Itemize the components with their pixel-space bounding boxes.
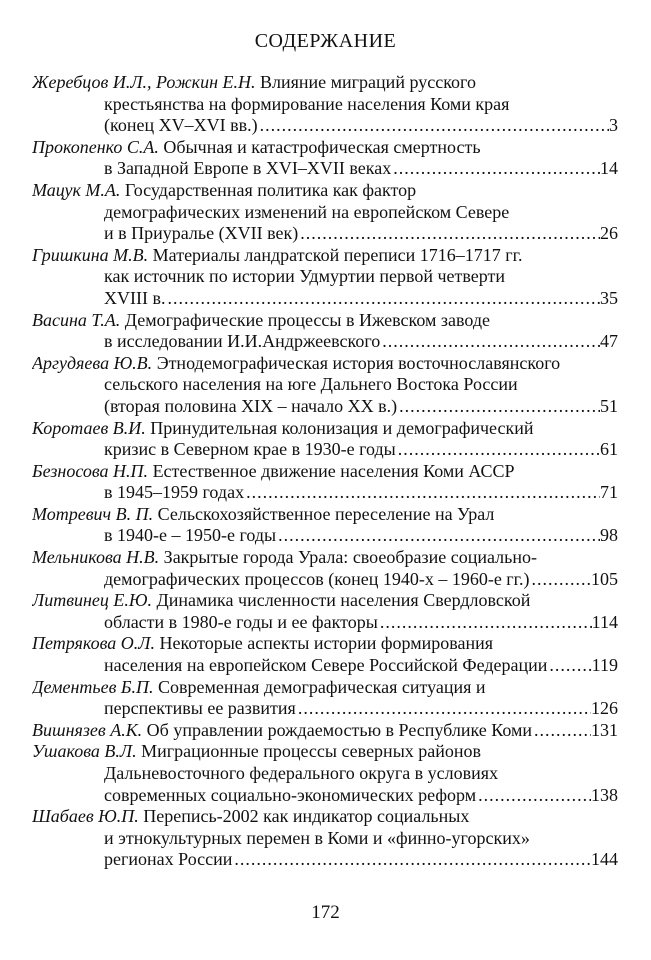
dot-leader <box>391 158 600 180</box>
entry-title-text: Государственная политика как фактор <box>124 179 417 200</box>
toc-entry <box>32 310 618 353</box>
toc-entry <box>32 806 618 871</box>
dot-leader <box>532 720 591 742</box>
entry-page-number: 105 <box>591 568 618 589</box>
entry-title-text: Материалы ландратской переписи 1716–1717 гг. <box>152 244 523 265</box>
dot-leader <box>232 849 591 871</box>
entry-first-line <box>32 806 618 828</box>
entry-title-text: Демографические процессы в Ижевском заводе <box>124 309 491 330</box>
entry-title-text: Дальневосточного федерального округа в условиях <box>104 763 499 783</box>
entry-page-number: 3 <box>609 115 618 136</box>
entry-continuation-line <box>32 482 618 504</box>
dot-leader <box>258 115 609 137</box>
entry-title-text: и этнокультурных перемен в Коми и «финно-угорских» <box>104 827 530 848</box>
toc-entry <box>32 180 618 245</box>
entry-author: Шабаев Ю.П. <box>32 806 139 827</box>
entry-author: Петрякова О.Л. <box>32 633 155 654</box>
dot-leader <box>378 612 592 634</box>
entry-continuation-line <box>32 828 618 850</box>
entry-title-text: в 1945–1959 годах <box>104 482 245 503</box>
entry-page-number: 138 <box>591 784 618 805</box>
entry-title-text: крестьянства на формирование населения Коми края <box>104 93 510 114</box>
entry-author: Жеребцов И.Л., Рожкин Е.Н. <box>32 72 256 92</box>
entry-title-text: Сельскохозяйственное переселение на Урал <box>157 503 495 524</box>
entry-page-number: 61 <box>600 439 618 460</box>
entry-title-text: Миграционные процессы северных районов <box>141 741 482 762</box>
entry-title-text: кризис в Северном крае в 1930-е годы <box>104 439 396 460</box>
entry-author: Вишнязев А.К. <box>32 719 143 740</box>
entry-page-number: 14 <box>600 158 618 179</box>
entry-page-number: 126 <box>591 698 618 719</box>
entry-continuation-line <box>32 439 618 461</box>
entry-title-text: Обычная и катастрофическая смертность <box>163 136 481 157</box>
entry-first-line <box>32 310 618 332</box>
entry-title-text: Влияние миграций русского <box>260 72 476 92</box>
entry-page-number: 119 <box>591 655 618 676</box>
entry-continuation-line <box>32 785 618 807</box>
entry-continuation-line <box>32 612 618 634</box>
entry-continuation-line <box>32 655 618 677</box>
entry-continuation-line <box>32 396 618 418</box>
toc-entry <box>32 418 618 461</box>
entry-author: Безносова Н.П. <box>32 460 149 481</box>
entry-page-number: 47 <box>600 331 618 352</box>
entry-title-text: Принудительная колонизация и демографический <box>150 417 534 438</box>
entry-title-text: Этнодемографическая история восточнославянского <box>156 352 561 373</box>
entry-title-text: регионах России <box>104 849 233 870</box>
entry-first-line <box>32 504 618 526</box>
toc-entry <box>32 72 618 137</box>
dot-leader <box>397 396 600 418</box>
dot-leader <box>165 288 600 310</box>
entry-author: Мотревич В. П. <box>32 503 154 524</box>
entry-page-number: 144 <box>591 849 618 870</box>
entry-continuation-line <box>32 223 618 245</box>
entry-title-text: сельского населения на юге Дальнего Востока России <box>104 374 518 395</box>
entry-title-text: Некоторые аспекты истории формирования <box>159 633 494 654</box>
entry-title-text: (вторая половина XIX – начало XX в.) <box>104 395 398 416</box>
entry-author: Васина Т.А. <box>32 309 121 330</box>
entry-continuation-line <box>32 266 618 288</box>
dot-leader <box>298 223 600 245</box>
toc-heading: СОДЕРЖАНИЕ <box>254 30 397 52</box>
entry-continuation-line <box>32 763 618 785</box>
entry-page-number: 26 <box>600 223 618 244</box>
entry-author: Дементьев Б.П. <box>32 676 154 697</box>
entry-title-text: в Западной Европе в XVI–XVII веках <box>104 158 392 179</box>
toc-entry <box>32 633 618 676</box>
toc-entry <box>32 353 618 418</box>
entry-author: Аргудяева Ю.В. <box>32 352 153 373</box>
entry-first-line <box>32 72 618 94</box>
entry-continuation-line <box>32 158 618 180</box>
entry-author: Литвинец Е.Ю. <box>32 590 152 611</box>
entry-author: Мельникова Н.В. <box>32 547 160 568</box>
toc-entry <box>32 504 618 547</box>
entry-title-text: в 1940-е – 1950-е годы <box>104 525 277 546</box>
entry-first-line <box>32 461 618 483</box>
entry-title-text: перспективы ее развития <box>104 698 296 719</box>
entry-continuation-line <box>32 849 618 871</box>
dot-leader <box>244 482 600 504</box>
entry-title-text: населения на европейском Севере Российской Федерации <box>104 655 548 676</box>
entry-title-text: демографических процессов (конец 1940-х – 1960-е гг.) <box>104 568 530 589</box>
toc-entry <box>32 720 618 742</box>
entry-title-text: области в 1980-е годы и ее факторы <box>104 611 378 632</box>
entry-first-line <box>32 720 618 742</box>
entry-page-number: 35 <box>600 287 618 308</box>
entry-first-line <box>32 245 618 267</box>
entry-first-line <box>32 547 618 569</box>
entry-page-number: 131 <box>591 719 618 740</box>
entry-first-line <box>32 180 618 202</box>
toc-entry <box>32 137 618 180</box>
entry-first-line <box>32 137 618 159</box>
toc-entry <box>32 547 618 590</box>
entry-continuation-line <box>32 331 618 353</box>
entry-title-text: современных социально-экономических реформ <box>104 784 477 805</box>
dot-leader <box>296 698 591 720</box>
dot-leader <box>396 439 600 461</box>
dot-leader <box>476 785 591 807</box>
entry-first-line <box>32 741 618 763</box>
entry-title-text: Естественное движение населения Коми АССР <box>152 460 515 481</box>
entry-first-line <box>32 590 618 612</box>
dot-leader <box>530 569 591 591</box>
entry-title-text: Перепись-2002 как индикатор социальных <box>143 806 470 827</box>
entry-title-text: (конец XV–XVI вв.) <box>104 115 258 136</box>
entry-author: Ушакова В.Л. <box>32 741 137 762</box>
entry-author: Коротаев В.И. <box>32 417 146 438</box>
entry-continuation-line <box>32 374 618 396</box>
entry-continuation-line <box>32 288 618 310</box>
entry-title-text: и в Приуралье (XVII век) <box>104 223 299 244</box>
page-number: 172 <box>311 902 340 923</box>
table-of-contents <box>32 72 618 871</box>
toc-entry <box>32 461 618 504</box>
entry-continuation-line <box>32 569 618 591</box>
entry-page-number: 98 <box>600 525 618 546</box>
entry-first-line <box>32 418 618 440</box>
entry-page-number: 114 <box>591 611 618 632</box>
entry-title-text: XVIII в. <box>104 287 166 308</box>
entry-first-line <box>32 633 618 655</box>
dot-leader <box>276 525 600 547</box>
dot-leader <box>547 655 591 677</box>
entry-page-number: 51 <box>600 395 618 416</box>
entry-continuation-line <box>32 115 618 137</box>
entry-first-line <box>32 677 618 699</box>
entry-continuation-line <box>32 94 618 116</box>
entry-continuation-line <box>32 202 618 224</box>
entry-title-text: в исследовании И.И.Андржеевского <box>104 331 381 352</box>
toc-entry <box>32 741 618 806</box>
entry-continuation-line <box>32 525 618 547</box>
entry-title-text: Современная демографическая ситуация и <box>158 676 486 697</box>
entry-first-line <box>32 353 618 375</box>
toc-entry <box>32 590 618 633</box>
entry-title-text: Динамика численности населения Свердловской <box>156 590 531 611</box>
entry-author: Гришкина М.В. <box>32 244 149 265</box>
entry-author: Мацук М.А. <box>32 179 121 200</box>
entry-title-text: демографических изменений на европейском Севере <box>104 201 510 222</box>
dot-leader <box>380 331 600 353</box>
toc-entry <box>32 677 618 720</box>
entry-continuation-line <box>32 698 618 720</box>
entry-title-text: как источник по истории Удмуртии первой четверти <box>104 266 506 287</box>
entry-title-text: Закрытые города Урала: своеобразие социально- <box>163 547 537 568</box>
entry-author: Прокопенко С.А. <box>32 136 159 157</box>
entry-page-number: 71 <box>600 482 618 503</box>
toc-entry <box>32 245 618 310</box>
entry-title-text: Об управлении рождаемостью в Республике Коми <box>146 719 533 740</box>
